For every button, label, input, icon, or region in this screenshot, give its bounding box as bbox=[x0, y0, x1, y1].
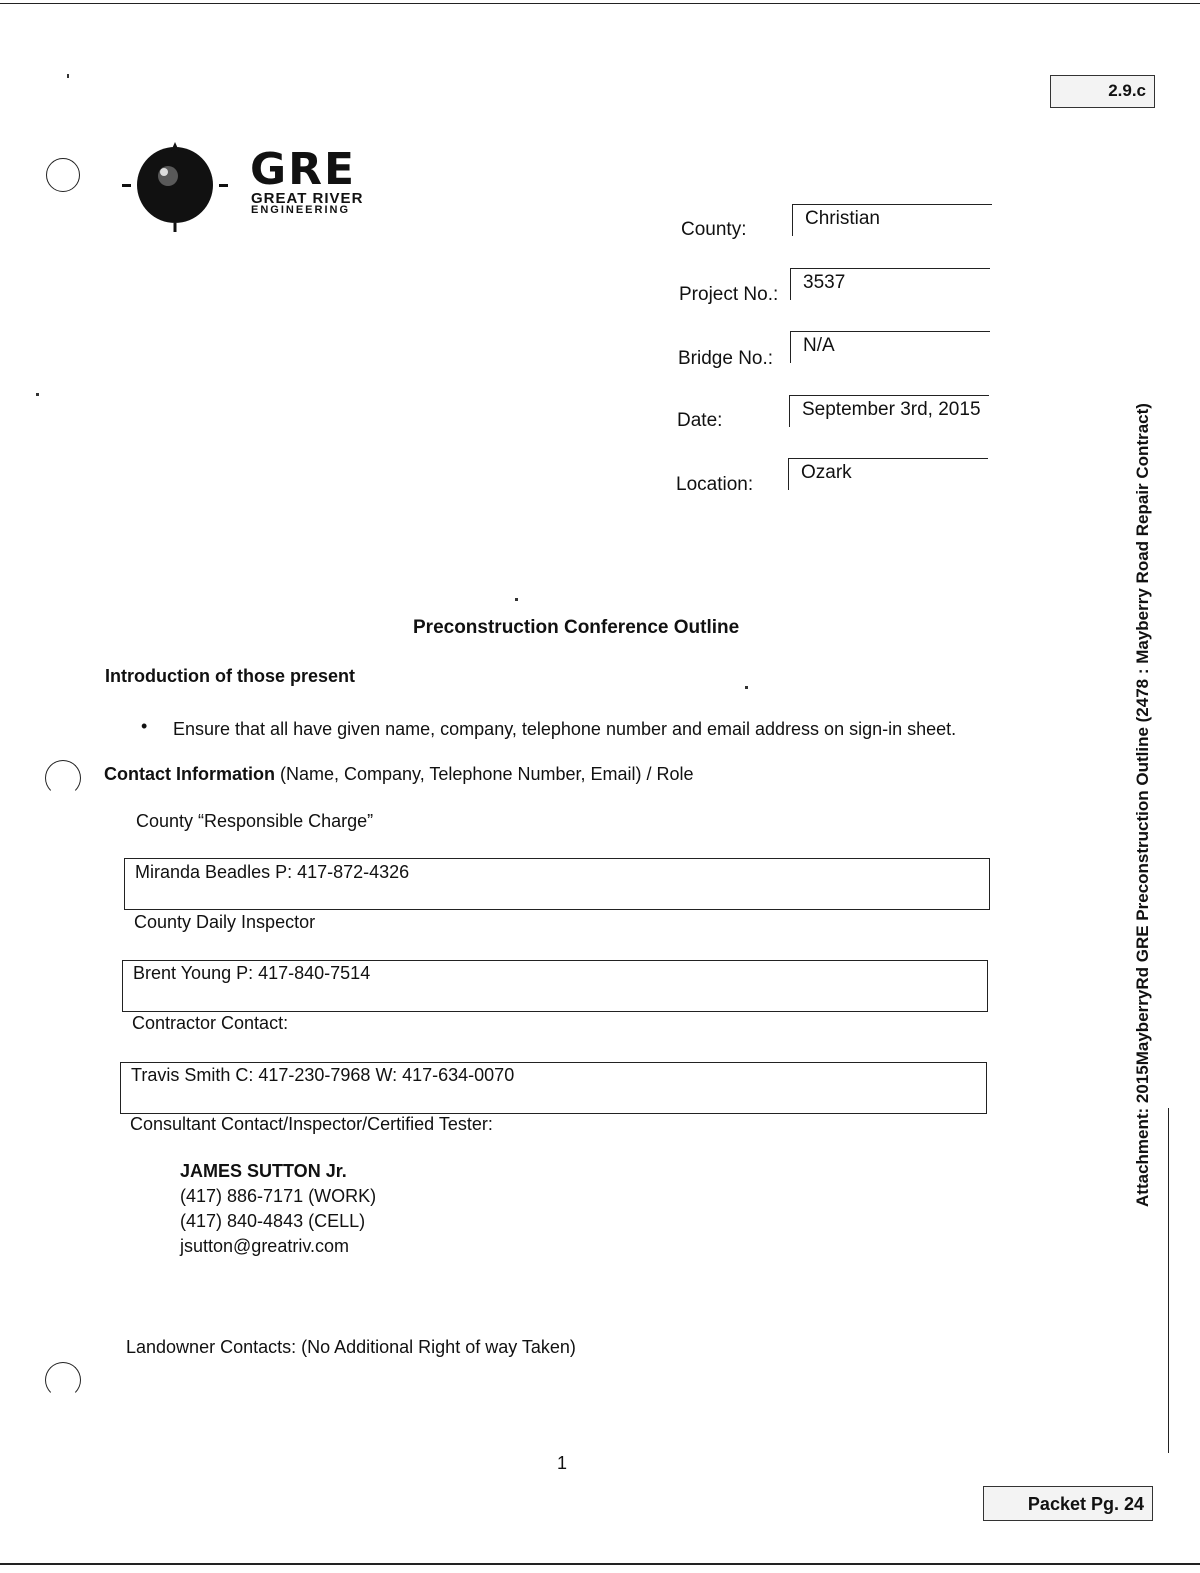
consultant-work-phone: (417) 886-7171 (WORK) bbox=[180, 1186, 377, 1206]
project-no-field: 3537 bbox=[790, 268, 990, 300]
project-no-label: Project No.: bbox=[679, 284, 779, 305]
daily-inspector-label: County Daily Inspector bbox=[134, 912, 316, 932]
logo-line-2: ENGINEERING bbox=[251, 204, 351, 216]
scan-speck bbox=[745, 686, 748, 689]
contact-heading-rest: (Name, Company, Telephone Number, Email) / Role bbox=[275, 764, 694, 784]
scan-speck bbox=[36, 393, 39, 396]
document-title: Preconstruction Conference Outline bbox=[413, 617, 740, 638]
bridge-no-label: Bridge No.: bbox=[678, 348, 774, 369]
contact-heading-bold: Contact Information bbox=[104, 764, 275, 784]
landowner-contacts: Landowner Contacts: (No Additional Right of way Taken) bbox=[126, 1337, 576, 1357]
top-border-line bbox=[0, 3, 1200, 4]
county-label: County: bbox=[681, 219, 747, 240]
date-field: September 3rd, 2015 bbox=[789, 395, 989, 427]
binder-hole-icon bbox=[45, 760, 81, 796]
county-charge-box: Miranda Beadles P: 417-872-4326 bbox=[124, 858, 990, 910]
contact-heading bbox=[104, 764, 694, 785]
consultant-name: JAMES SUTTON Jr. bbox=[180, 1161, 347, 1181]
binder-hole-icon bbox=[46, 158, 80, 192]
daily-inspector-box: Brent Young P: 417-840-7514 bbox=[122, 960, 988, 1012]
gre-logo bbox=[120, 140, 420, 235]
date-label: Date: bbox=[677, 410, 723, 431]
binder-hole-icon bbox=[45, 1362, 81, 1398]
scan-speck bbox=[67, 74, 69, 78]
consultant-contact-block bbox=[180, 1159, 376, 1259]
intro-heading: Introduction of those present bbox=[105, 666, 355, 686]
consultant-cell-phone: (417) 840-4843 (CELL) bbox=[180, 1211, 366, 1231]
county-field: Christian bbox=[792, 204, 992, 236]
logo-wordmark: GRE bbox=[250, 144, 357, 195]
logo-line-1: GREAT RIVER bbox=[251, 190, 364, 207]
agenda-item-stamp: 2.9.c bbox=[1050, 75, 1155, 108]
scan-speck bbox=[515, 598, 518, 601]
packet-page-stamp: Packet Pg. 24 bbox=[983, 1486, 1153, 1521]
consultant-email: jsutton@greatriv.com bbox=[180, 1236, 349, 1256]
bullet-icon: • bbox=[141, 716, 148, 736]
consultant-label: Consultant Contact/Inspector/Certified Tester: bbox=[130, 1114, 493, 1134]
bridge-no-field: N/A bbox=[790, 331, 990, 363]
bottom-border-line bbox=[0, 1563, 1200, 1565]
contractor-label: Contractor Contact: bbox=[132, 1013, 289, 1033]
right-margin-line bbox=[1168, 1108, 1169, 1453]
page-number: 1 bbox=[557, 1453, 568, 1473]
intro-bullet-text: Ensure that all have given name, company, telephone number and email address on sign-in sheet. bbox=[173, 719, 957, 739]
location-field: Ozark bbox=[788, 458, 988, 490]
attachment-side-label: Attachment: 2015MayberryRd GRE Preconstruction Outline (2478 : Mayberry Road Repair Contract) bbox=[1133, 403, 1152, 1207]
county-charge-label: County “Responsible Charge” bbox=[136, 811, 374, 831]
contractor-box: Travis Smith C: 417-230-7968 W: 417-634-0070 bbox=[120, 1062, 987, 1114]
location-label: Location: bbox=[676, 474, 754, 495]
